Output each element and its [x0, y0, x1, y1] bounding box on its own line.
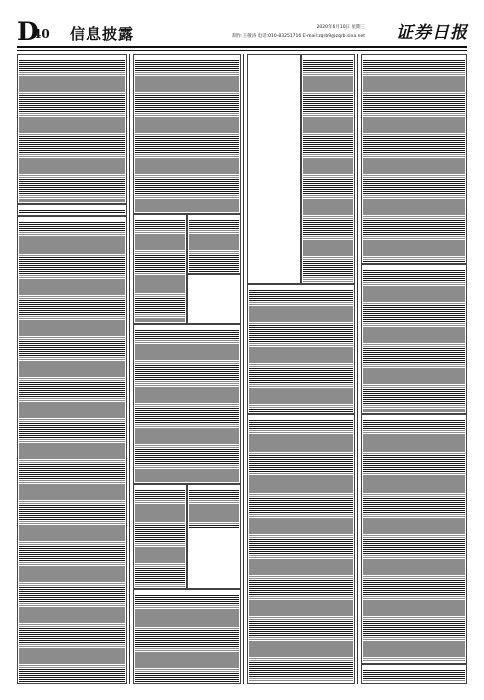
announcement-block [187, 214, 241, 274]
header-rule [17, 46, 467, 48]
header-rule-thin [17, 50, 467, 51]
announcement-block [301, 54, 355, 284]
announcement-columns [17, 54, 467, 684]
announcement-block [133, 324, 241, 484]
column-4 [361, 54, 467, 684]
announcement-block [361, 54, 467, 264]
blank-space [247, 54, 301, 284]
column-3 [247, 54, 355, 684]
column-divider [129, 54, 130, 684]
announcement-block [17, 54, 127, 204]
announcement-block [133, 214, 187, 324]
announcement-block [247, 284, 355, 414]
column-divider [243, 54, 244, 684]
announcement-block [361, 414, 467, 664]
newspaper-masthead-logo: 证券日报 [396, 23, 468, 43]
column-1 [17, 54, 127, 684]
column-divider [357, 54, 358, 684]
issue-date: 2020年6月10日 星期三 [316, 25, 365, 30]
column-2 [133, 54, 241, 684]
announcement-block [133, 589, 241, 684]
announcement-block [133, 54, 241, 214]
announcement-block [133, 484, 187, 589]
announcement-block [187, 484, 241, 589]
announcement-block [247, 414, 355, 684]
editor-contact: 制作:王敬涛 电话:010-83251716 E-mail:zqrb9@zqrb.sina.net [232, 34, 365, 39]
announcement-block [361, 664, 467, 684]
blank-space [187, 274, 241, 324]
page-header [0, 0, 484, 50]
announcement-block [17, 204, 127, 216]
page-number: 40 [33, 27, 50, 41]
section-letter: D [17, 17, 38, 46]
announcement-block [361, 264, 467, 414]
section-title: 信息披露 [70, 25, 135, 43]
announcement-block [17, 216, 127, 684]
